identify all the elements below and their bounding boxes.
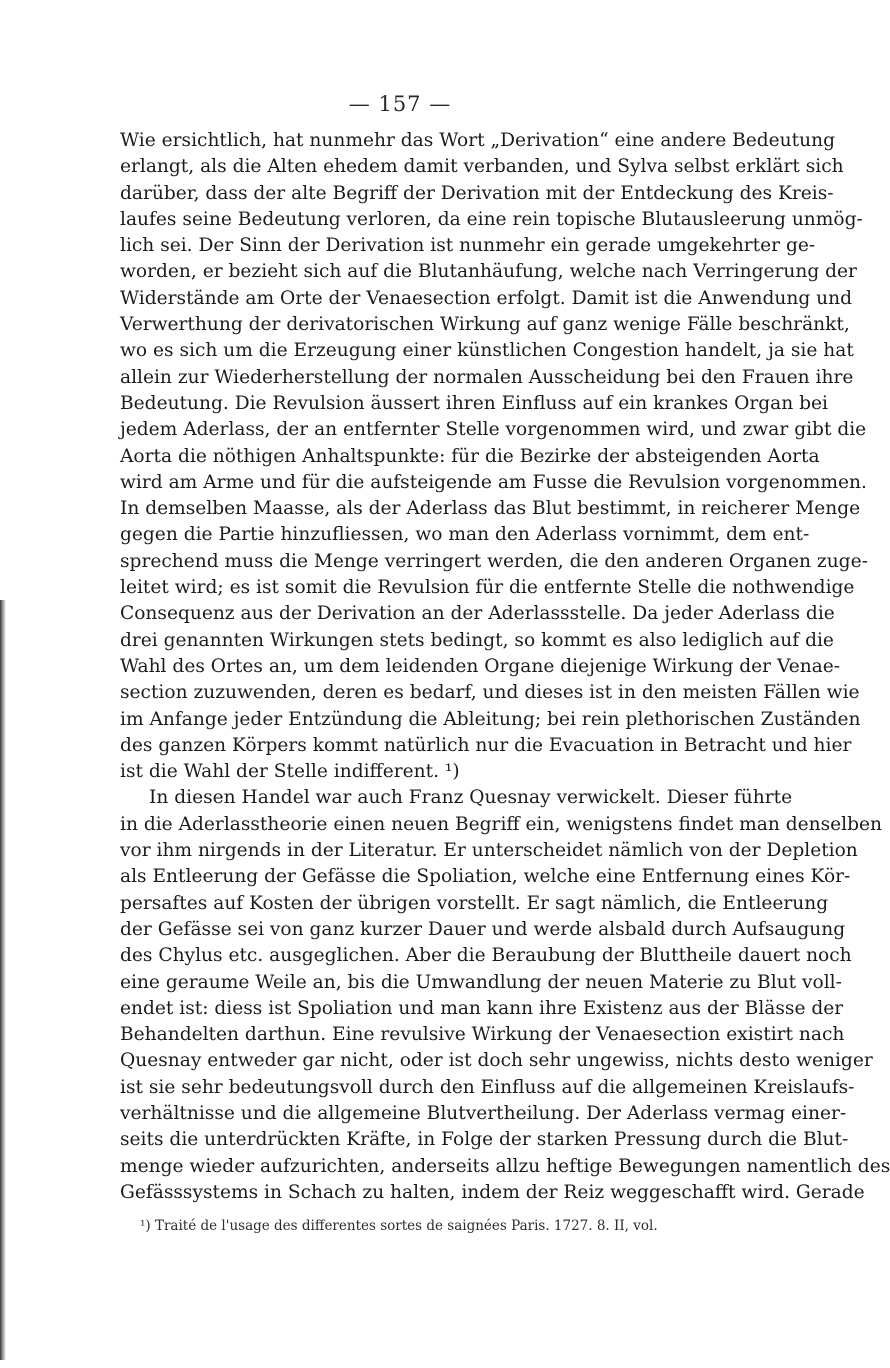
text-line: als Entleerung der Gefässe die Spoliation, welche eine Entfernung eines Kör-	[120, 866, 851, 888]
text-line: Wahl des Ortes an, um dem leidenden Organe diejenige Wirkung der Venae-	[120, 655, 841, 677]
text-line: des Chylus etc. ausgeglichen. Aber die Beraubung der Bluttheile dauert noch	[120, 945, 852, 967]
text-line: Aorta die nöthigen Anhaltspunkte: für die Bezirke der absteigenden Aorta	[120, 445, 820, 467]
text-line: in die Aderlasstheorie einen neuen Begriff ein, wenigstens findet man denselben	[120, 813, 882, 835]
text-line: menge wieder aufzurichten, anderseits allzu heftige Bewegungen namentlich des	[120, 1155, 890, 1177]
text-line: Quesnay entweder gar nicht, oder ist doch sehr ungewiss, nichts desto weniger	[120, 1050, 873, 1072]
body-text	[120, 128, 890, 1236]
paragraph-1	[120, 128, 868, 785]
page-number: — 157 —	[348, 92, 452, 116]
text-line: persaftes auf Kosten der übrigen vorstellt. Er sagt nämlich, die Entleerung	[120, 892, 829, 914]
text-line: Consequenz aus der Derivation an der Aderlassstelle. Da jeder Aderlass die	[120, 603, 835, 625]
text-line: des ganzen Körpers kommt natürlich nur die Evacuation in Betracht und hier	[120, 734, 852, 756]
paragraph-2	[120, 785, 890, 1206]
text-line: drei genannten Wirkungen stets bedingt, so kommt es also lediglich auf die	[120, 629, 834, 651]
text-line: gegen die Partie hinzufliessen, wo man den Aderlass vornimmt, dem ent-	[120, 524, 810, 546]
text-line: eine geraume Weile an, bis die Umwandlung der neuen Materie zu Blut voll-	[120, 971, 842, 993]
text-line: In diesen Handel war auch Franz Quesnay verwickelt. Dieser führte	[149, 787, 793, 809]
text-line: seits die unterdrückten Kräfte, in Folge der starken Pressung durch die Blut-	[120, 1129, 849, 1151]
text-line: darüber, dass der alte Begriff der Derivation mit der Entdeckung des Kreis-	[120, 182, 834, 204]
text-line: worden, er bezieht sich auf die Blutanhäufung, welche nach Verringerung der	[120, 261, 857, 283]
text-line: laufes seine Bedeutung verloren, da eine rein topische Blutausleerung unmög-	[120, 208, 863, 230]
text-line: endet ist: diess ist Spoliation und man kann ihre Existenz aus der Blässe der	[120, 997, 844, 1019]
text-line: vor ihm nirgends in der Literatur. Er unterscheidet nämlich von der Depletion	[120, 840, 858, 862]
text-line: im Anfange jeder Entzündung die Ableitung; bei rein plethorischen Zuständen	[120, 708, 861, 730]
text-line: leitet wird; es ist somit die Revulsion für die entfernte Stelle die nothwendige	[120, 577, 855, 599]
text-line: wird am Arme und für die aufsteigende am Fusse die Revulsion vorgenommen.	[120, 471, 867, 493]
text-line: jedem Aderlass, der an entfernter Stelle vorgenommen wird, und zwar gibt die	[120, 419, 867, 441]
text-line: Wie ersichtlich, hat nunmehr das Wort „Derivation“ eine andere Bedeutung	[120, 130, 835, 151]
text-line: Verwerthung der derivatorischen Wirkung auf ganz wenige Fälle beschränkt,	[120, 314, 850, 336]
text-line: section zuzuwenden, deren es bedarf, und dieses ist in den meisten Fällen wie	[120, 682, 860, 704]
text-line: In demselben Maasse, als der Aderlass das Blut bestimmt, in reicherer Menge	[120, 498, 861, 520]
text-line: Behandelten darthun. Eine revulsive Wirkung der Venaesection existirt nach	[120, 1024, 845, 1046]
text-line: Bedeutung. Die Revulsion äussert ihren Einfluss auf ein krankes Organ bei	[120, 392, 828, 414]
text-line: ist sie sehr bedeutungsvoll durch den Einfluss auf die allgemeinen Kreislaufs-	[120, 1076, 855, 1098]
text-line: allein zur Wiederherstellung der normalen Ausscheidung bei den Frauen ihre	[120, 366, 854, 388]
text-line: Gefässsystems in Schach zu halten, indem der Reiz weggeschafft wird. Gerade	[120, 1181, 865, 1203]
text-line: erlangt, als die Alten ehedem damit verbanden, und Sylva selbst erklärt sich	[120, 156, 844, 178]
text-line: Widerstände am Orte der Venaesection erfolgt. Damit ist die Anwendung und	[120, 287, 853, 309]
scan-binding-edge	[0, 600, 6, 1360]
footnote-separator	[120, 1206, 765, 1216]
text-line: sprechend muss die Menge verringert werden, die den anderen Organen zuge-	[120, 550, 868, 572]
footnote: ¹) Traité de l'usage des differentes sortes de saignées Paris. 1727. 8. II, vol.	[140, 1218, 658, 1235]
text-line: wo es sich um die Erzeugung einer künstlichen Congestion handelt, ja sie hat	[120, 340, 854, 362]
text-line: lich sei. Der Sinn der Derivation ist nunmehr ein gerade umgekehrter ge-	[120, 235, 816, 257]
text-line: der Gefässe sei von ganz kurzer Dauer und werde alsbald durch Aufsaugung	[120, 918, 846, 940]
text-line: verhältnisse und die allgemeine Blutvertheilung. Der Aderlass vermag einer-	[120, 1102, 847, 1124]
text-line: ist die Wahl der Stelle indifferent. ¹)	[120, 761, 460, 783]
